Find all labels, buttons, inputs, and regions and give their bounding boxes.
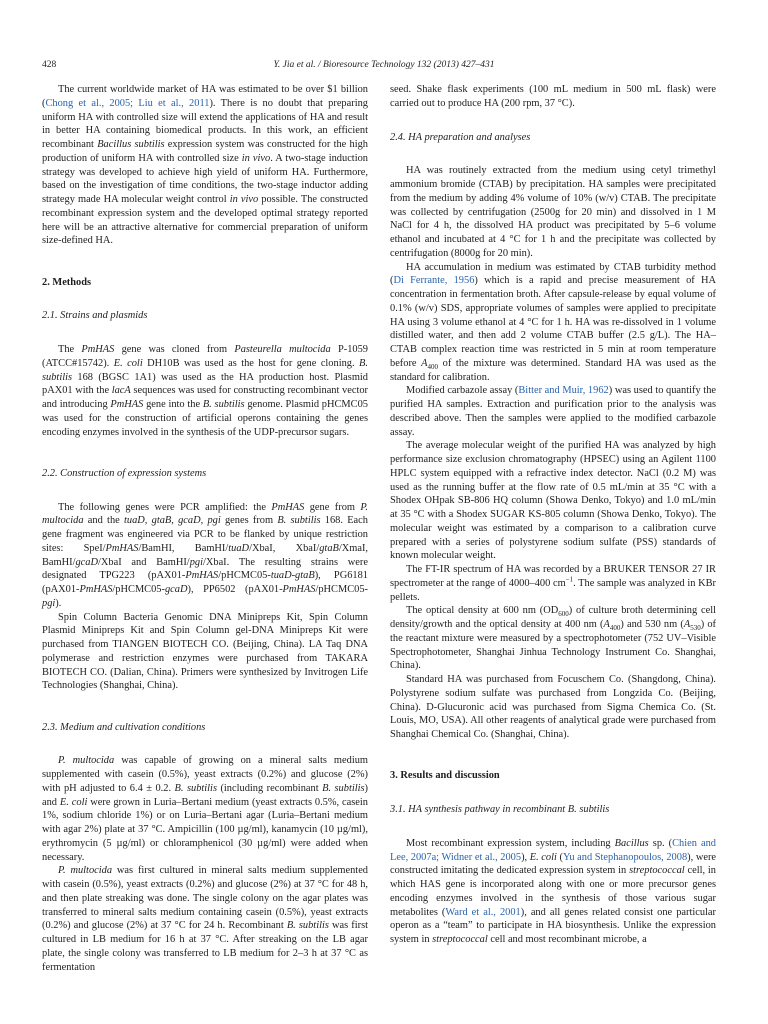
right-column — [390, 83, 716, 947]
citation-link[interactable]: Ward et al., 2001 — [445, 906, 521, 918]
citation-link[interactable]: Bitter and Muir, 1962 — [518, 385, 609, 397]
construction-paragraph: The following genes were PCR amplified: the PmHAS gene from P. multocida and the tuaD, gtaB, gcaD, pgi genes from B. subtilis 168. Each gene fragment was engineered via PCR to be flanked by unique restriction sites: SpeI/PmHAS/BamHI, BamHI/tuaD/XbaI, XbaI/gtaB/XmaI, BamHI/gcaD/XbaI and BamHI/pgi/XbaI. The resulting strains were designated TPG223 (pAX01-PmHAS/pHCMC05-tuaD-gtaB), PG6181 (pAX01-PmHAS/pHCMC05-gcaD), PP6502 (pAX01-PmHAS/pHCMC05-pgi). — [42, 501, 369, 609]
page-number: 428 — [42, 60, 57, 70]
pathway-paragraph: Most recombinant expression system, including Bacillus sp. (Chien and Lee, 2007a; Widner et al., 2005), E. coli (Yu and Stephanopoulos, 2008), were constructed imitating the dedicated expression system in streptococcal cell, in which HAS gene is incorporated along with one or more precursor genes encoding enzymes involved in the synthesis of those various sugar metabolites (Ward et al., 2001), and all genes related consist one particular operon as a “team” to participate in HA biosynthesis. Unlike the expression system in streptococcal cell and most recombinant microbe, a — [390, 837, 717, 945]
strains-paragraph: The PmHAS gene was cloned from Pasteurella multocida P-1059 (ATCC#15742). E. coli DH10B was used as the host for gene cloning. B. subtilis 168 (BGSC 1A1) was used as the HA production host. Plasmid pAX01 with the lacA sequences was used for constructing recombinant vector and introducing PmHAS gene into the B. subtilis genome. Plasmid pHCMC05 was used for the construction of artificial operons containing the genes encoding enzymes involved in the synthesis of the UDP-precursor sugars. — [42, 344, 368, 438]
ctab-paragraph: HA accumulation in medium was estimated by CTAB turbidity method (Di Ferrante, 1956) which is a rapid and precise measurement of HA concentration in fermentation broth. After capsule-release by equal volume of 0.1% (w/v) SDS, appropriate volumes of samples were applied to precipitate HA using 3 volume ethanol at 4 °C for 1 h. HA was re-dissolved in 1 volume distilled water, and then add 2 volume CTAB buffer (2.5 g/L). The HA–CTAB complex reaction time was restricted in 5 min at room temperature before $A_{400}$ of the mixture was determined. Standard HA was used as the standard for calibration. — [390, 261, 716, 383]
extraction-paragraph: HA was routinely extracted from the medium using cetyl trimethyl ammonium bromide (CTAB) by precipitation. HA samples were precipitated from the medium by adding 4% volume of 10% (w/v) CTAB. The precipitate was collected by centrifugation (2500g for 20 min) and dissolved in 1 M NaCl for 4 h, the dissolved HA product was precipitated by 5–6 volume ethanol and incubated at 4 °C for 1 h and the precipitate was collected by centrifugation (8000g for 20 min). — [390, 165, 716, 259]
medium-paragraph: P. multocida was capable of growing on a mineral salts medium supplemented with casein (0.5%), yeast extracts (0.2%) and glucose (2%) with pH adjusted to 6.4 ± 0.2. B. subtilis (including recombinant B. subtilis) and E. coli were grown in Luria–Bertani medium (yeast extracts 0.5%, casein 1%, sodium chloride 1%) or on Luria–Bertani agar (Luria–Bertani medium with agar 2%) plate at 37 °C. Ampicillin (100 µg/ml), kanamycin (10 µg/ml), erythromycin (5 µg/ml) or chloramphenicol (30 µg/ml) were added when necessary. — [42, 755, 368, 863]
left-column — [42, 83, 368, 974]
intro-paragraph: The current worldwide market of HA was estimated to be over $1 billion (Chong et al., 2005; Liu et al., 2011). There is no doubt that preparing uniform HA with controlled size will extend the applications of HA and result in better HA containing biomedical products. In this work, an efficient recombinant Bacillus subtilis expression system was constructed for the high production of uniform HA with controlled size in vivo. A two-stage induction strategy was developed to achieve high yield of uniform HA. Furthermore, based on the investigation of time conditions, the two-stage inductor adding strategy made HA molecular weight control in vivo possible. The constructed recombinant expression system and the developed optimal strategy reported here will be an attractive alternative for commercial preparation of uniform size-defined HA. — [42, 84, 369, 247]
carbazole-paragraph: Modified carbazole assay (Bitter and Muir, 1962) was used to quantify the purified HA samples. Extraction and purification prior to the analysis was described above. Then the samples were applied to the modified carbazole assay. — [390, 385, 717, 438]
section-heading-results: 3. Results and discussion — [390, 770, 500, 782]
seed-paragraph: seed. Shake flask experiments (100 mL medium in 500 mL flask) were carried out to produce HA (200 rpm, 37 °C). — [390, 84, 716, 109]
running-header — [42, 58, 726, 72]
subsection-heading-2-3: 2.3. Medium and cultivation conditions — [42, 721, 206, 733]
optical-density-paragraph: The optical density at 600 nm $(OD_{600})$ of culture broth determining cell density/growth and the optical density at 400 nm $(A_{400})$ and 530 nm $(A_{530})$ of the reactant mixture were measured by a spectrophotometer (752 UV–Visible Spectrophotometer, Shanghai Jinhua Technology Instrument Co. Shanghai, China). — [390, 605, 716, 672]
kits-paragraph: Spin Column Bacteria Genomic DNA Minipreps Kit, Spin Column Plasmid Minipreps Kit and Spin Column gel-DNA Minipreps Kit were purchased from TIANGEN BIOTECH CO. (Beijing, China). LA Taq DNA polymerase and restriction enzymes were purchased from TAKARA BIOTECH CO. (Dalian, China). Primers were synthesized by Invitrogen Life Technologies (Shanghai, China). — [42, 611, 368, 692]
cultivation-paragraph: P. multocida was first cultured in mineral salts medium supplemented with casein (0.5%), yeast extracts (0.2%) and glucose (2%) at 37 °C for 48 h, and then plate streaking was done. The single colony on the agar plates was transferred to mineral salts medium containing casein (0.5%), yeast extracts (0.2%) and glucose (2%) at 37 °C for 24 h. Recombinant B. subtilis was first cultured in LB medium for 16 h at 37 °C. After streaking on the LB agar plate, the single colony was transferred to LB medium for 2–3 h at 37 °C as fermentation — [42, 865, 369, 973]
running-title: Y. Jia et al. / Bioresource Technology 132 (2013) 427–431 — [273, 60, 495, 70]
citation-link[interactable]: Di Ferrante, 1956 — [393, 275, 475, 287]
subsection-heading-2-4: 2.4. HA preparation and analyses — [390, 131, 531, 143]
citation-link[interactable]: Chong et al., 2005; Liu et al., 2011 — [45, 97, 210, 109]
section-heading-methods: 2. Methods — [42, 276, 92, 288]
subsection-heading-2-1: 2.1. Strains and plasmids — [42, 310, 148, 322]
reagents-paragraph: Standard HA was purchased from Focuschem Co. (Shangdong, China). Polystyrene sodium sulfate was purchased from Longzida Co. (Beijing, China). D-Glucuronic acid was purchased from Sigma Chemica Co. (St. Louis, MO, USA). All other reagents of analytical grade were purchased from Shanghai Chemical Co. (Shanghai, China). — [390, 674, 716, 740]
citation-link[interactable]: Chien and Lee, 2007a; Widner et al., 2005 — [390, 837, 716, 863]
subsection-heading-2-2: 2.2. Construction of expression systems — [42, 467, 207, 479]
hpsec-paragraph: The average molecular weight of the purified HA was analyzed by high performance size exclusion chromatography (HPSEC) using an Agilent 1100 HPLC system equipped with a refractive index detector. NaCl (0.2 M) was used as the running buffer at the flow rate of 0.5 mL/min at 35 °C with a Shodex OHpak SB-806 HQ column (Showa Denko, Tokyo) and 1.0 mL/min at 35 °C with a Shodex SUGAR KS-805 column (Showa Denko, Tokyo). The molecular weight was estimated by a comparison to a calibration curve prepared with a series of polystyrene sodium sulfate (PSS) standards of known molecular weight. — [390, 440, 716, 562]
citation-link[interactable]: Yu and Stephanopoulos, 2008 — [562, 851, 688, 863]
subsection-heading-3-1: 3.1. HA synthesis pathway in recombinant B. subtilis — [390, 804, 610, 815]
ftir-paragraph: The FT-IR spectrum of HA was recorded by a BRUKER TENSOR 27 IR spectrometer at the range of 4000–400 $cm^{-1}$. The sample was analyzed in KBr pellets. — [390, 564, 716, 603]
